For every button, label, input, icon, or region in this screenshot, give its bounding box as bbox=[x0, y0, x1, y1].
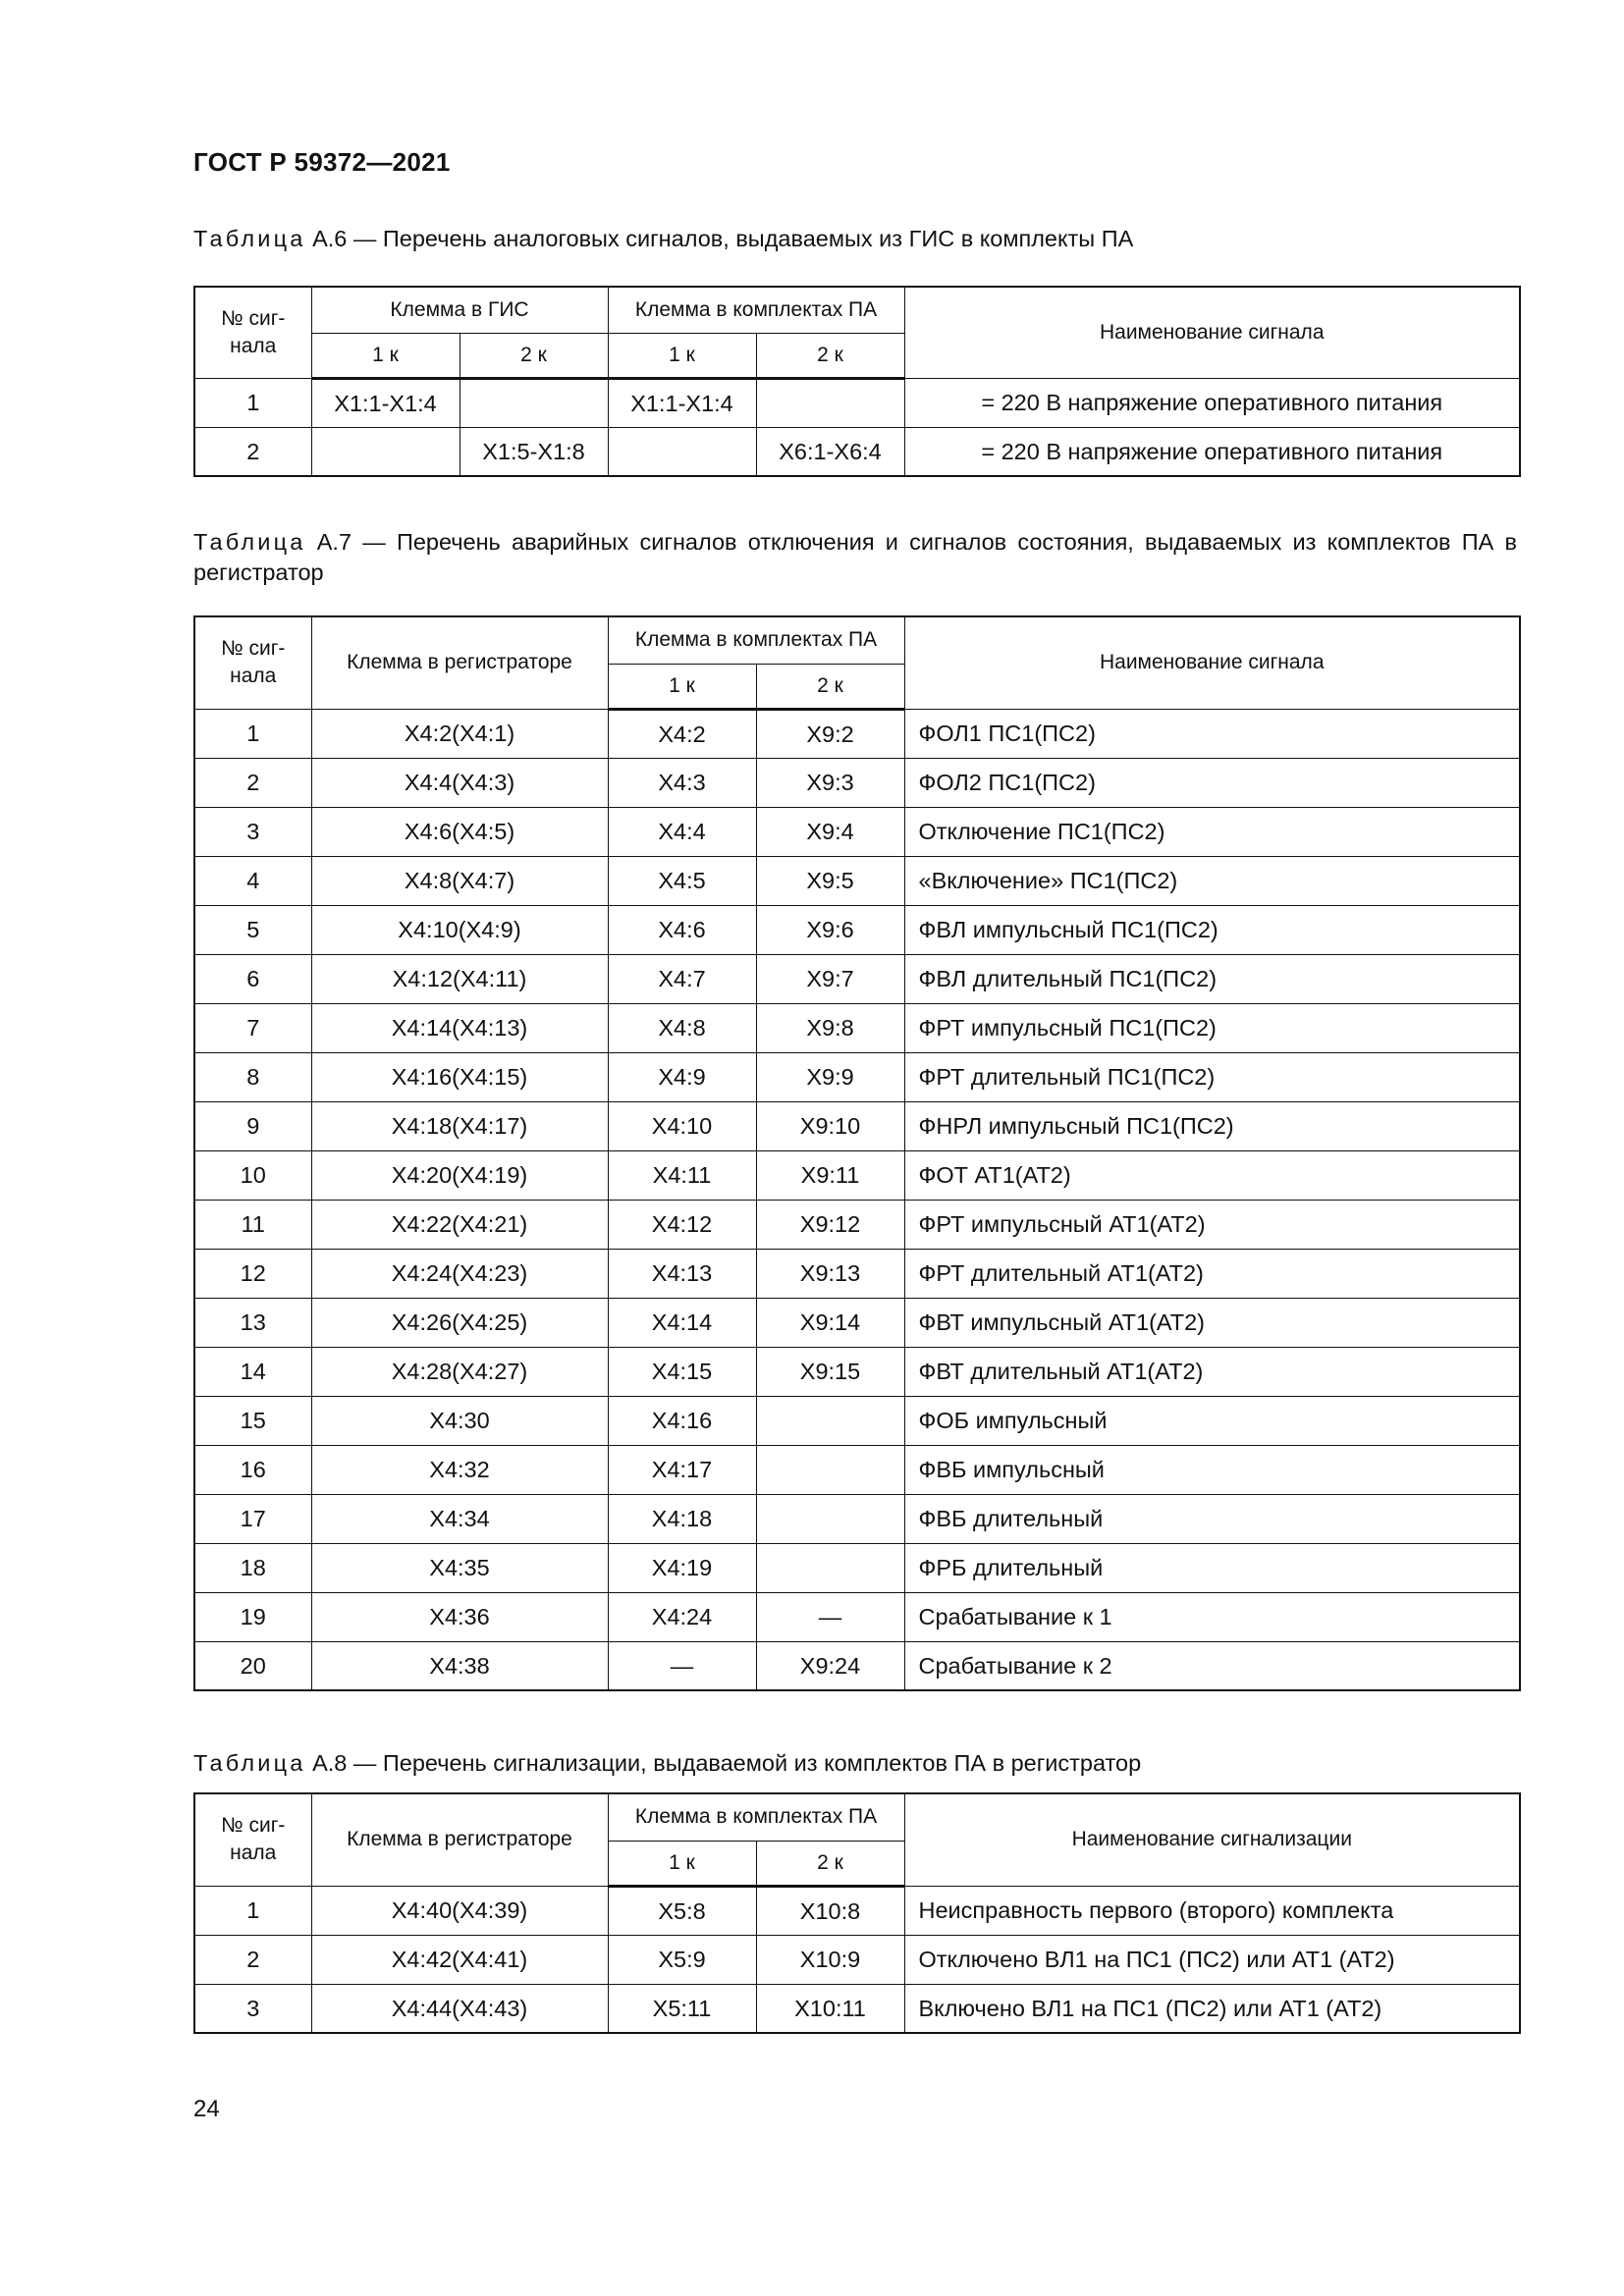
cell-pa-k1 bbox=[608, 427, 756, 476]
header-pa-k2: 2 к bbox=[756, 333, 904, 378]
table-row bbox=[194, 758, 1520, 807]
cell-signal-no: 13 bbox=[194, 1298, 311, 1347]
cell-pa-k1: X4:10 bbox=[608, 1101, 756, 1150]
caption-text: А.6 — Перечень аналоговых сигналов, выдаваемых из ГИС в комплекты ПА bbox=[305, 226, 1134, 251]
table-a8 bbox=[193, 1792, 1521, 2034]
cell-terminal-registrar: X4:6(X4:5) bbox=[311, 807, 608, 856]
cell-gis-k1 bbox=[311, 427, 460, 476]
table-row bbox=[194, 1150, 1520, 1200]
header-pa-k2: 2 к bbox=[756, 1841, 904, 1886]
cell-signal-no: 2 bbox=[194, 758, 311, 807]
page-number: 24 bbox=[193, 2096, 220, 2122]
header-pa-k2: 2 к bbox=[756, 664, 904, 709]
cell-signal-no: 17 bbox=[194, 1494, 311, 1543]
table-a8-caption bbox=[193, 1748, 1517, 1779]
cell-pa-k1: X4:16 bbox=[608, 1396, 756, 1445]
cell-pa-k1: X5:11 bbox=[608, 1984, 756, 2033]
cell-terminal-registrar: X4:4(X4:3) bbox=[311, 758, 608, 807]
cell-pa-k2: X6:1-X6:4 bbox=[756, 427, 904, 476]
cell-signal-name: = 220 В напряжение оперативного питания bbox=[904, 427, 1520, 476]
cell-terminal-registrar: X4:24(X4:23) bbox=[311, 1249, 608, 1298]
cell-pa-k1: X4:4 bbox=[608, 807, 756, 856]
cell-pa-k1: X4:8 bbox=[608, 1003, 756, 1052]
cell-terminal-registrar: X4:32 bbox=[311, 1445, 608, 1494]
cell-pa-k2: X9:24 bbox=[756, 1641, 904, 1690]
table-header-row bbox=[194, 1793, 1520, 1841]
cell-signal-name: ФРТ импульсный ПС1(ПС2) bbox=[904, 1003, 1520, 1052]
cell-terminal-registrar: X4:30 bbox=[311, 1396, 608, 1445]
cell-terminal-registrar: X4:20(X4:19) bbox=[311, 1150, 608, 1200]
cell-signal-name: ФВБ длительный bbox=[904, 1494, 1520, 1543]
cell-pa-k2 bbox=[756, 378, 904, 427]
cell-pa-k2: — bbox=[756, 1592, 904, 1641]
cell-signal-no: 1 bbox=[194, 378, 311, 427]
cell-signal-name: ФВБ импульсный bbox=[904, 1445, 1520, 1494]
caption-prefix: Таблица bbox=[193, 529, 306, 555]
cell-signal-name: ФОБ импульсный bbox=[904, 1396, 1520, 1445]
header-signal-no: № сиг- нала bbox=[194, 287, 311, 378]
table-row bbox=[194, 1935, 1520, 1984]
cell-signal-no: 4 bbox=[194, 856, 311, 905]
table-row bbox=[194, 1003, 1520, 1052]
cell-signal-name: ФРТ длительный АТ1(АТ2) bbox=[904, 1249, 1520, 1298]
header-gis-k1: 1 к bbox=[311, 333, 460, 378]
cell-pa-k2: X9:10 bbox=[756, 1101, 904, 1150]
table-row bbox=[194, 1592, 1520, 1641]
table-row bbox=[194, 709, 1520, 758]
cell-terminal-registrar: X4:26(X4:25) bbox=[311, 1298, 608, 1347]
cell-signal-name: Отключение ПС1(ПС2) bbox=[904, 807, 1520, 856]
table-row bbox=[194, 1984, 1520, 2033]
cell-pa-k2: X9:4 bbox=[756, 807, 904, 856]
header-terminal-registrar: Клемма в регистраторе bbox=[311, 616, 608, 709]
table-a6-caption bbox=[193, 224, 1517, 254]
cell-terminal-registrar: X4:8(X4:7) bbox=[311, 856, 608, 905]
cell-terminal-registrar: X4:44(X4:43) bbox=[311, 1984, 608, 2033]
cell-pa-k1: X4:9 bbox=[608, 1052, 756, 1101]
cell-terminal-registrar: X4:40(X4:39) bbox=[311, 1886, 608, 1935]
header-pa-k1: 1 к bbox=[608, 664, 756, 709]
header-signal-name: Наименование сигнализации bbox=[904, 1793, 1520, 1886]
cell-signal-name: ФОЛ1 ПС1(ПС2) bbox=[904, 709, 1520, 758]
cell-pa-k1: X4:6 bbox=[608, 905, 756, 954]
cell-pa-k1: X5:9 bbox=[608, 1935, 756, 1984]
cell-pa-k2: X9:12 bbox=[756, 1200, 904, 1249]
header-terminal-pa: Клемма в комплектах ПА bbox=[608, 1793, 904, 1841]
table-row bbox=[194, 1347, 1520, 1396]
cell-pa-k2 bbox=[756, 1543, 904, 1592]
cell-gis-k1: X1:1-X1:4 bbox=[311, 378, 460, 427]
table-row bbox=[194, 1396, 1520, 1445]
cell-signal-no: 2 bbox=[194, 427, 311, 476]
cell-pa-k1: X4:12 bbox=[608, 1200, 756, 1249]
cell-pa-k1: X4:7 bbox=[608, 954, 756, 1003]
header-pa-k1: 1 к bbox=[608, 1841, 756, 1886]
cell-pa-k2: X9:3 bbox=[756, 758, 904, 807]
table-row bbox=[194, 427, 1520, 476]
cell-terminal-registrar: X4:12(X4:11) bbox=[311, 954, 608, 1003]
header-signal-name: Наименование сигнала bbox=[904, 287, 1520, 378]
cell-terminal-registrar: X4:38 bbox=[311, 1641, 608, 1690]
header-signal-name: Наименование сигнала bbox=[904, 616, 1520, 709]
cell-signal-no: 7 bbox=[194, 1003, 311, 1052]
cell-signal-no: 12 bbox=[194, 1249, 311, 1298]
caption-text: А.8 — Перечень сигнализации, выдаваемой из комплектов ПА в регистратор bbox=[305, 1750, 1142, 1776]
cell-pa-k2: X9:2 bbox=[756, 709, 904, 758]
table-row bbox=[194, 905, 1520, 954]
cell-pa-k2: X9:9 bbox=[756, 1052, 904, 1101]
cell-terminal-registrar: X4:35 bbox=[311, 1543, 608, 1592]
header-gis-k2: 2 к bbox=[460, 333, 608, 378]
table-header-row bbox=[194, 616, 1520, 664]
cell-pa-k1: X4:24 bbox=[608, 1592, 756, 1641]
cell-terminal-registrar: X4:14(X4:13) bbox=[311, 1003, 608, 1052]
header-terminal-pa: Клемма в комплектах ПА bbox=[608, 616, 904, 664]
cell-signal-name: ФВЛ импульсный ПС1(ПС2) bbox=[904, 905, 1520, 954]
table-row bbox=[194, 1543, 1520, 1592]
cell-signal-name: ФНРЛ импульсный ПС1(ПС2) bbox=[904, 1101, 1520, 1150]
cell-pa-k1: X4:17 bbox=[608, 1445, 756, 1494]
cell-signal-no: 3 bbox=[194, 807, 311, 856]
cell-signal-name: Срабатывание к 1 bbox=[904, 1592, 1520, 1641]
cell-signal-name: Неисправность первого (второго) комплекта bbox=[904, 1886, 1520, 1935]
cell-terminal-registrar: X4:42(X4:41) bbox=[311, 1935, 608, 1984]
cell-terminal-registrar: X4:18(X4:17) bbox=[311, 1101, 608, 1150]
cell-pa-k1: X1:1-X1:4 bbox=[608, 378, 756, 427]
cell-gis-k2 bbox=[460, 378, 608, 427]
cell-terminal-registrar: X4:10(X4:9) bbox=[311, 905, 608, 954]
table-row bbox=[194, 1200, 1520, 1249]
cell-pa-k2: X10:8 bbox=[756, 1886, 904, 1935]
caption-prefix: Таблица bbox=[193, 1750, 306, 1776]
table-header-row bbox=[194, 287, 1520, 333]
cell-pa-k1: X4:13 bbox=[608, 1249, 756, 1298]
cell-pa-k1: X4:3 bbox=[608, 758, 756, 807]
caption-prefix: Таблица bbox=[193, 226, 306, 251]
cell-signal-no: 18 bbox=[194, 1543, 311, 1592]
table-a7 bbox=[193, 615, 1521, 1691]
table-row bbox=[194, 856, 1520, 905]
cell-pa-k2: X9:7 bbox=[756, 954, 904, 1003]
cell-signal-no: 8 bbox=[194, 1052, 311, 1101]
cell-pa-k2: X9:8 bbox=[756, 1003, 904, 1052]
table-row bbox=[194, 1886, 1520, 1935]
cell-signal-name: Отключено ВЛ1 на ПС1 (ПС2) или АТ1 (АТ2) bbox=[904, 1935, 1520, 1984]
cell-pa-k1: X5:8 bbox=[608, 1886, 756, 1935]
cell-signal-no: 3 bbox=[194, 1984, 311, 2033]
cell-pa-k2 bbox=[756, 1445, 904, 1494]
cell-signal-no: 1 bbox=[194, 1886, 311, 1935]
cell-pa-k2: X10:9 bbox=[756, 1935, 904, 1984]
header-terminal-pa: Клемма в комплектах ПА bbox=[608, 287, 904, 333]
caption-text: А.7 — Перечень аварийных сигналов отключения и сигналов состояния, выдаваемых из комплектов ПА в регистратор bbox=[193, 529, 1517, 585]
cell-signal-name: ФВЛ длительный ПС1(ПС2) bbox=[904, 954, 1520, 1003]
cell-signal-name: Включено ВЛ1 на ПС1 (ПС2) или АТ1 (АТ2) bbox=[904, 1984, 1520, 2033]
cell-pa-k2: X9:15 bbox=[756, 1347, 904, 1396]
cell-signal-name: = 220 В напряжение оперативного питания bbox=[904, 378, 1520, 427]
header-terminal-registrar: Клемма в регистраторе bbox=[311, 1793, 608, 1886]
cell-signal-name: ФРБ длительный bbox=[904, 1543, 1520, 1592]
table-row bbox=[194, 1641, 1520, 1690]
cell-signal-name: ФРТ длительный ПС1(ПС2) bbox=[904, 1052, 1520, 1101]
header-terminal-gis: Клемма в ГИС bbox=[311, 287, 608, 333]
cell-pa-k1: X4:18 bbox=[608, 1494, 756, 1543]
cell-pa-k2: X9:11 bbox=[756, 1150, 904, 1200]
cell-signal-no: 19 bbox=[194, 1592, 311, 1641]
table-row bbox=[194, 1494, 1520, 1543]
header-signal-no: № сиг- нала bbox=[194, 616, 311, 709]
cell-terminal-registrar: X4:16(X4:15) bbox=[311, 1052, 608, 1101]
header-signal-no: № сиг- нала bbox=[194, 1793, 311, 1886]
cell-terminal-registrar: X4:22(X4:21) bbox=[311, 1200, 608, 1249]
cell-signal-no: 2 bbox=[194, 1935, 311, 1984]
cell-signal-name: ФОТ АТ1(АТ2) bbox=[904, 1150, 1520, 1200]
table-row bbox=[194, 1298, 1520, 1347]
cell-pa-k1: X4:15 bbox=[608, 1347, 756, 1396]
table-a7-caption bbox=[193, 527, 1517, 588]
cell-pa-k1: X4:2 bbox=[608, 709, 756, 758]
cell-pa-k1: — bbox=[608, 1641, 756, 1690]
cell-signal-no: 6 bbox=[194, 954, 311, 1003]
cell-pa-k1: X4:5 bbox=[608, 856, 756, 905]
cell-pa-k2: X9:14 bbox=[756, 1298, 904, 1347]
cell-signal-no: 11 bbox=[194, 1200, 311, 1249]
cell-signal-name: «Включение» ПС1(ПС2) bbox=[904, 856, 1520, 905]
cell-signal-name: ФВТ импульсный АТ1(АТ2) bbox=[904, 1298, 1520, 1347]
table-row bbox=[194, 807, 1520, 856]
table-a6 bbox=[193, 286, 1521, 477]
header-pa-k1: 1 к bbox=[608, 333, 756, 378]
document-title: ГОСТ Р 59372—2021 bbox=[193, 147, 451, 177]
cell-signal-name: ФВТ длительный АТ1(АТ2) bbox=[904, 1347, 1520, 1396]
cell-terminal-registrar: X4:36 bbox=[311, 1592, 608, 1641]
cell-signal-no: 5 bbox=[194, 905, 311, 954]
cell-pa-k2: X9:5 bbox=[756, 856, 904, 905]
cell-signal-no: 9 bbox=[194, 1101, 311, 1150]
cell-gis-k2: X1:5-X1:8 bbox=[460, 427, 608, 476]
cell-pa-k2: X10:11 bbox=[756, 1984, 904, 2033]
cell-pa-k1: X4:11 bbox=[608, 1150, 756, 1200]
cell-signal-no: 15 bbox=[194, 1396, 311, 1445]
cell-signal-name: ФРТ импульсный АТ1(АТ2) bbox=[904, 1200, 1520, 1249]
cell-pa-k2 bbox=[756, 1396, 904, 1445]
cell-signal-no: 10 bbox=[194, 1150, 311, 1200]
cell-pa-k2 bbox=[756, 1494, 904, 1543]
cell-signal-no: 20 bbox=[194, 1641, 311, 1690]
cell-signal-name: ФОЛ2 ПС1(ПС2) bbox=[904, 758, 1520, 807]
table-row bbox=[194, 378, 1520, 427]
cell-pa-k2: X9:6 bbox=[756, 905, 904, 954]
cell-signal-name: Срабатывание к 2 bbox=[904, 1641, 1520, 1690]
cell-terminal-registrar: X4:34 bbox=[311, 1494, 608, 1543]
cell-pa-k2: X9:13 bbox=[756, 1249, 904, 1298]
table-row bbox=[194, 1101, 1520, 1150]
table-row bbox=[194, 954, 1520, 1003]
cell-signal-no: 16 bbox=[194, 1445, 311, 1494]
cell-pa-k1: X4:14 bbox=[608, 1298, 756, 1347]
table-row bbox=[194, 1249, 1520, 1298]
cell-signal-no: 1 bbox=[194, 709, 311, 758]
cell-pa-k1: X4:19 bbox=[608, 1543, 756, 1592]
table-row bbox=[194, 1052, 1520, 1101]
table-row bbox=[194, 1445, 1520, 1494]
cell-terminal-registrar: X4:2(X4:1) bbox=[311, 709, 608, 758]
cell-signal-no: 14 bbox=[194, 1347, 311, 1396]
cell-terminal-registrar: X4:28(X4:27) bbox=[311, 1347, 608, 1396]
